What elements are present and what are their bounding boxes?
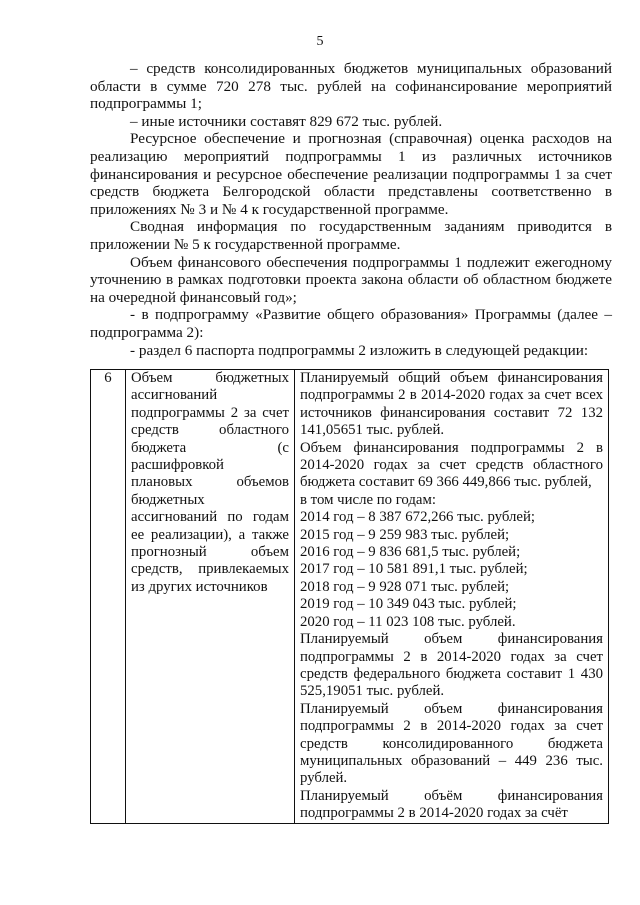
body-text bbox=[90, 60, 612, 359]
value-line: Планируемый объем финансирования подпрограммы 2 в 2014-2020 годах за счет средств федерального бюджета составит 1 430 525,19051 тыс. рублей. bbox=[300, 631, 603, 700]
row-name-cell: Объем бюджетных ассигнований подпрограммы 2 за счет средств областного бюджета (с расшифровкой плановых объемов бюджетных ассигнований по годам ее реализации), а также прогнозный объем средств, привлекаемых из других источников bbox=[126, 370, 295, 824]
value-line: 2014 год – 8 387 672,266 тыс. рублей; bbox=[300, 509, 535, 526]
value-line: 2019 год – 10 349 043 тыс. рублей; bbox=[300, 596, 517, 613]
paragraph: – иные источники составят 829 672 тыс. рублей. bbox=[130, 112, 443, 130]
value-line: Планируемый объем финансирования подпрограммы 2 в 2014-2020 годах за счет средств консолидированного бюджета муниципальных образований – 449 236 тыс. рублей. bbox=[300, 700, 603, 787]
paragraph: – средств консолидированных бюджетов муниципальных образований области в сумме 720 278 тыс. рублей на софинансирование мероприятий подпрограммы 1; bbox=[90, 60, 612, 113]
row-number-cell: 6 bbox=[91, 370, 126, 824]
value-line: 2016 год – 9 836 681,5 тыс. рублей; bbox=[300, 544, 521, 561]
value-line: 2018 год – 9 928 071 тыс. рублей; bbox=[300, 578, 510, 595]
table-row bbox=[91, 370, 609, 824]
value-line: 2015 год – 9 259 983 тыс. рублей; bbox=[300, 526, 510, 543]
paragraph: Сводная информация по государственным заданиям приводится в приложении № 5 к государственной программе. bbox=[90, 218, 612, 253]
paragraph: Объем финансового обеспечения подпрограммы 1 подлежит ежегодному уточнению в рамках подготовки проекта закона области об областном бюджете на очередной финансовый год»; bbox=[90, 253, 612, 306]
value-line: Объем финансирования подпрограммы 2 в 2014-2020 годах за счет средств областного бюджета составит 69 366 449,866 тыс. рублей, bbox=[300, 439, 603, 491]
paragraph: - раздел 6 паспорта подпрограммы 2 изложить в следующей редакции: bbox=[130, 341, 589, 359]
value-line: 2017 год – 10 581 891,1 тыс. рублей; bbox=[300, 561, 528, 578]
row-value-cell bbox=[295, 370, 609, 824]
paragraph: - в подпрограмму «Развитие общего образования» Программы (далее – подпрограмма 2): bbox=[90, 306, 612, 341]
value-line: 2020 год – 11 023 108 тыс. рублей. bbox=[300, 613, 516, 630]
value-line: в том числе по годам: bbox=[300, 491, 436, 508]
page-number: 5 bbox=[316, 34, 324, 49]
passport-table bbox=[90, 369, 609, 824]
value-line: Планируемый общий объем финансирования подпрограммы 2 в 2014-2020 годах за счет всех источников финансирования составит 72 132 141,05651 тыс. рублей. bbox=[300, 370, 603, 439]
paragraph: Ресурсное обеспечение и прогнозная (справочная) оценка расходов на реализацию мероприятий подпрограммы 1 из различных источников финансирования и ресурсное обеспечение реализации подпрограммы 1 за счет средств бюджета Белгородской области представлены соответственно в приложениях № 3 и № 4 к государственной программе. bbox=[90, 130, 612, 218]
value-line: Планируемый объём финансирования подпрограммы 2 в 2014-2020 годах за счёт bbox=[300, 787, 603, 822]
